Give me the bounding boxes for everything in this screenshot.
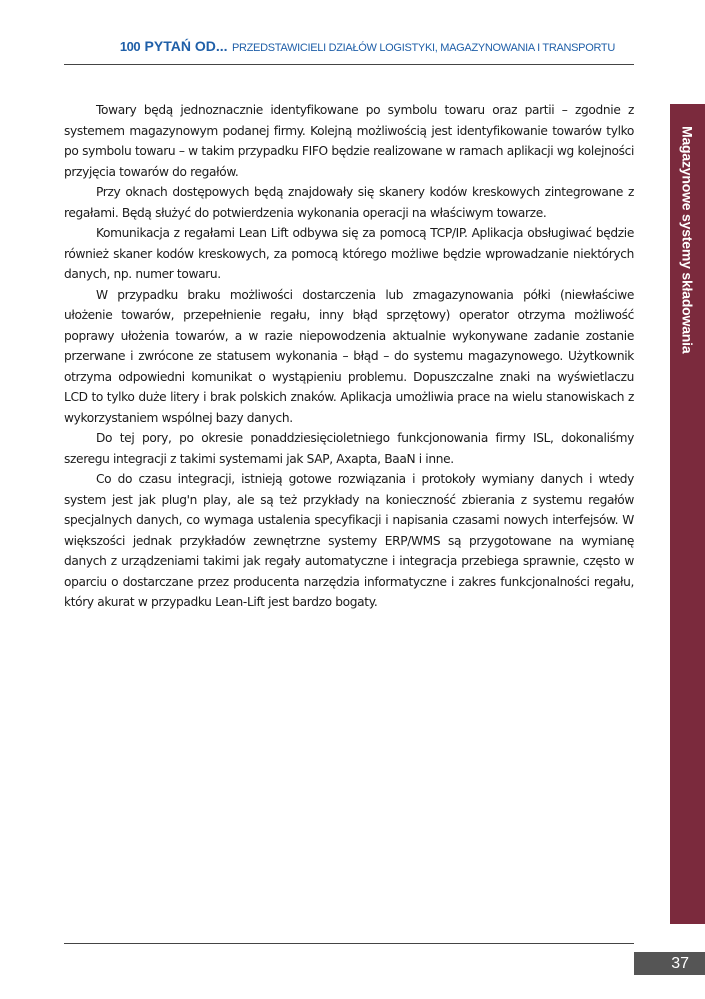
paragraph-1: Towary będą jednoznacznie identyfikowane po symbolu towaru oraz partii – zgodnie z systemem magazynowym podanej firmy. Kolejną możliwością jest identyfikowanie towarów tylko po symbolu towaru – w takim przypadku FIFO będzie realizowane w ramach aplikacji wg kolejności przyjęcia towarów do regałów. — [64, 103, 634, 179]
page-number: 37 — [634, 952, 705, 975]
paragraph-6: Co do czasu integracji, istnieją gotowe rozwiązania i protokoły wymiany danych i wtedy system jest jak plug'n play, ale są też przykłady na konieczność zbierania z systemu regałów specjalnych danych, co wymaga ustalenia specyfikacji i napisania czasami nowych interfejsów. W większości jednak przykładów zewnętrzne systemy ERP/WMS są przygotowane na wymianę danych z urządzeniami takimi jak regały automatyczne i integracja przebiega sprawnie, często w oparciu o dostarczane przez producenta narzędzia informatyczne i zakres funkcjonalności regału, który akurat w przypadku Lean-Lift jest bardzo bogaty. — [64, 472, 634, 609]
paragraph-5: Do tej pory, po okresie ponaddziesięcioletniego funkcjonowania firmy ISL, dokonaliśmy szeregu integracji z takimi systemami jak SAP, Axapta, BaaN i inne. — [64, 431, 634, 466]
paragraph-2: Przy oknach dostępowych będą znajdowały się skanery kodów kreskowych zintegrowane z regałami. Będą służyć do potwierdzenia wykonania operacji na właściwym towarze. — [64, 185, 634, 220]
header-number: 100 — [119, 39, 141, 54]
header-divider — [64, 64, 634, 65]
running-header — [55, 38, 615, 56]
footer-divider — [64, 943, 634, 944]
header-title-bold: PYTAŃ OD... — [144, 38, 228, 54]
header-title-rest: PRZEDSTAWICIELI DZIAŁÓW LOGISTYKI, MAGAZYNOWANIA I TRANSPORTU — [231, 42, 615, 54]
paragraph-4: W przypadku braku możliwości dostarczenia lub zmagazynowania półki (niewłaściwe ułożenie towarów, przepełnienie regału, inny błąd sprzętowy) operator otrzyma możliwość poprawy ułożenia towarów, a w razie niepowodzenia aktualnie wykonywane zadanie zostanie przerwane i zwrócone ze statusem wykonania – błąd – do systemu magazynowego. Użytkownik otrzyma odpowiedni komunikat o wystąpieniu problemu. Dopuszczalne znaki na wyświetlaczu LCD to tylko duże litery i brak polskich znaków. Aplikacja umożliwia prace na wielu stanowiskach z wykorzystaniem wspólnej bazy danych. — [64, 287, 634, 425]
paragraph-3: Komunikacja z regałami Lean Lift odbywa się za pomocą TCP/IP. Aplikacja obsługiwać będzie również skaner kodów kreskowych, za pomocą którego możliwe będzie wprowadzanie niektórych danych, np. numer towaru. — [64, 226, 634, 281]
chapter-side-title: Magazynowe systemy składowania — [679, 126, 696, 354]
article-body — [64, 100, 634, 613]
